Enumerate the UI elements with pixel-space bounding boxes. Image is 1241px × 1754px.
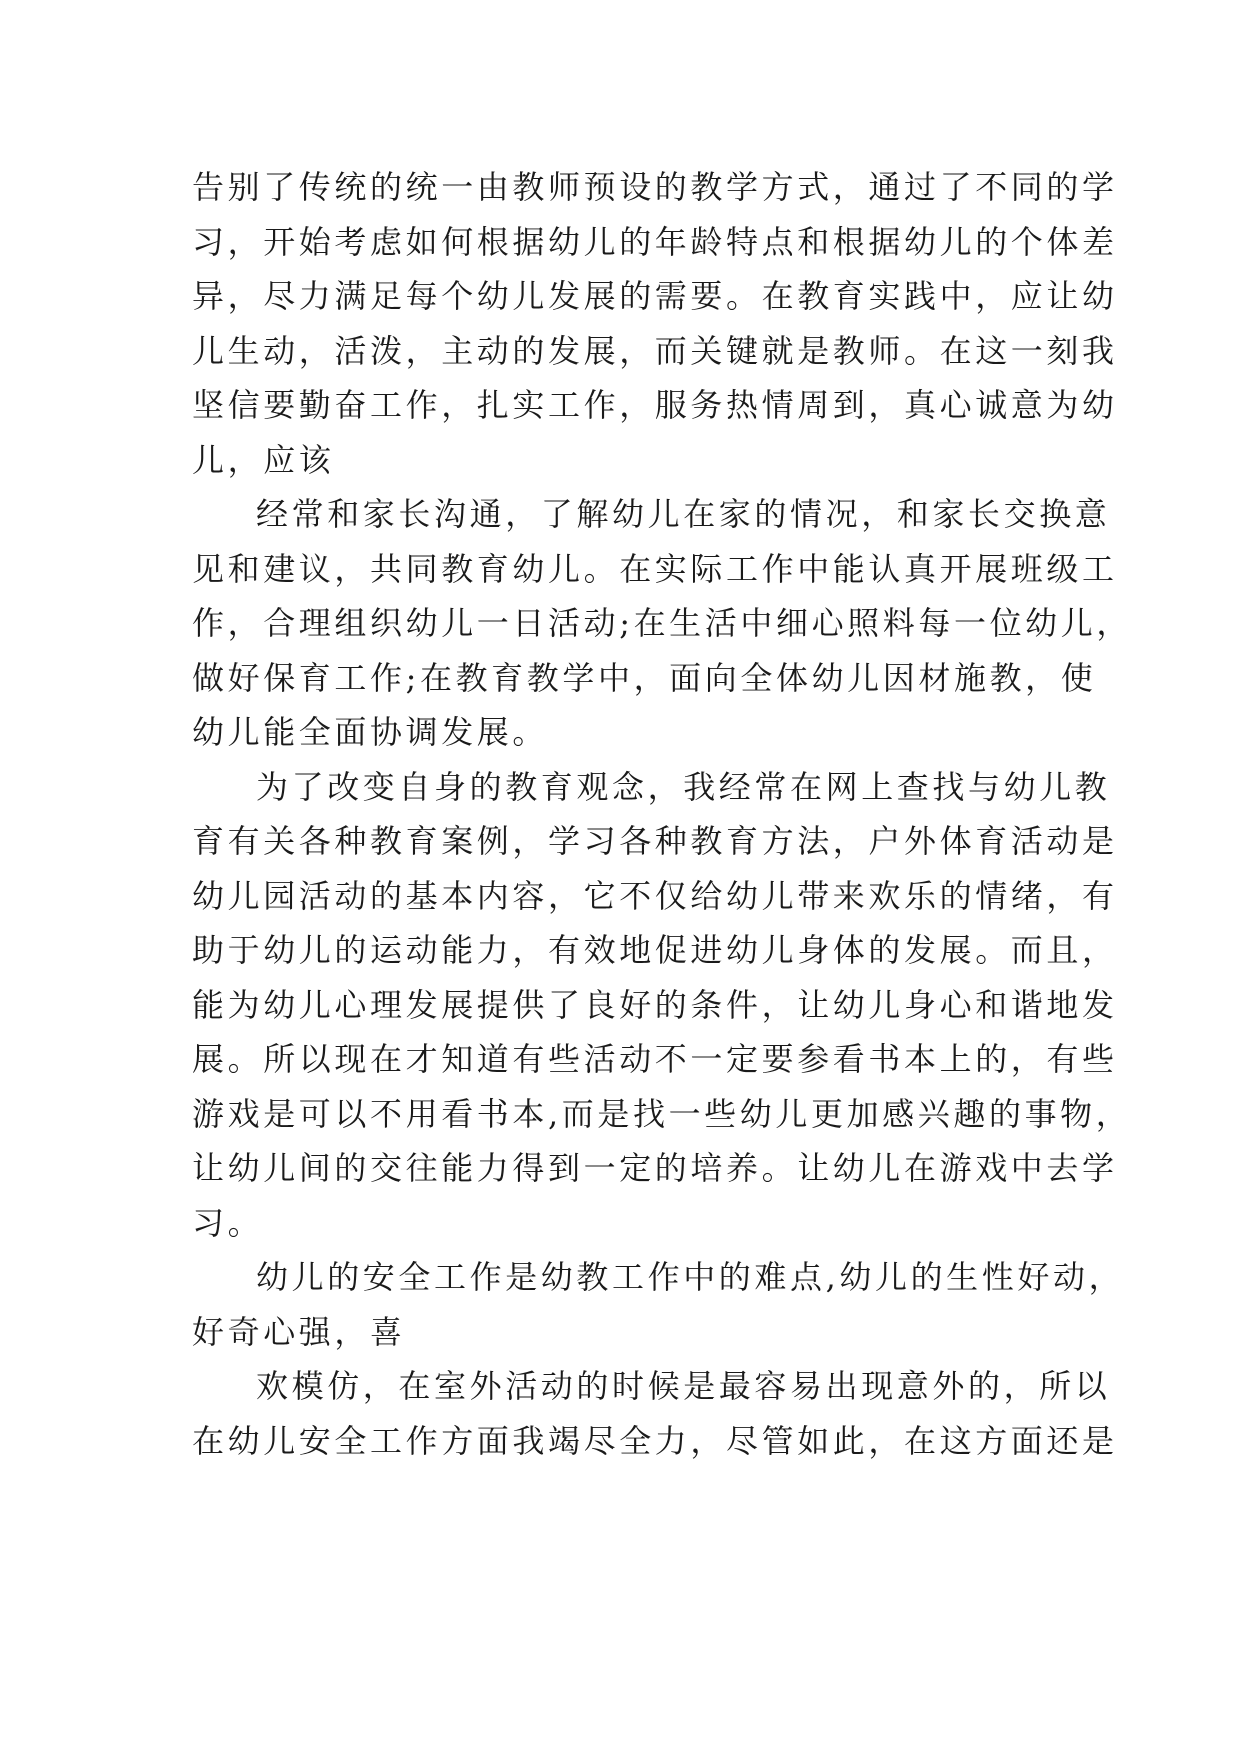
text-line: 习，开始考虑如何根据幼儿的年龄特点和根据幼儿的个体差 [192, 222, 1118, 261]
text-line: 幼儿的安全工作是幼教工作中的难点,幼儿的生性好动， [256, 1258, 1125, 1296]
text-line: 好奇心强，喜 [192, 1312, 406, 1351]
text-line: 儿，应该 [192, 440, 335, 479]
text-line: 让幼儿间的交往能力得到一定的培养。让幼儿在游戏中去学 [192, 1149, 1118, 1187]
text-line: 为了改变自身的教育观念，我经常在网上查找与幼儿教 [256, 767, 1111, 806]
text-line: 经常和家长沟通，了解幼儿在家的情况，和家长交换意 [256, 495, 1111, 533]
document-body [192, 160, 1132, 1468]
text-line: 儿生动，活泼，主动的发展，而关键就是教师。在这一刻我 [192, 331, 1118, 370]
text-line: 能为幼儿心理发展提供了良好的条件，让幼儿身心和谐地发 [192, 985, 1118, 1024]
text-line: 作，合理组织幼儿一日活动;在生活中细心照料每一位幼儿， [192, 604, 1132, 642]
text-line: 游戏是可以不用看书本,而是找一些幼儿更加感兴趣的事物， [192, 1094, 1132, 1133]
text-line: 坚信要勤奋工作，扎实工作，服务热情周到，真心诚意为幼 [192, 386, 1118, 424]
text-line: 助于幼儿的运动能力，有效地促进幼儿身体的发展。而且， [192, 931, 1118, 969]
text-line: 告别了传统的统一由教师预设的教学方式，通过了不同的学 [192, 168, 1118, 206]
text-line: 习。 [192, 1203, 264, 1242]
text-line: 展。所以现在才知道有些活动不一定要参看书本上的，有些 [192, 1040, 1118, 1078]
text-line: 欢模仿，在室外活动的时候是最容易出现意外的，所以 [256, 1367, 1111, 1405]
text-line: 异，尽力满足每个幼儿发展的需要。在教育实践中，应让幼 [192, 277, 1118, 315]
text-line: 在幼儿安全工作方面我竭尽全力，尽管如此，在这方面还是 [192, 1421, 1118, 1460]
text-line: 幼儿园活动的基本内容，它不仅给幼儿带来欢乐的情绪，有 [192, 876, 1118, 915]
text-line: 见和建议，共同教育幼儿。在实际工作中能认真开展班级工 [192, 549, 1118, 588]
text-line: 育有关各种教育案例，学习各种教育方法，户外体育活动是 [192, 822, 1118, 860]
text-line: 幼儿能全面协调发展。 [192, 713, 549, 751]
text-line: 做好保育工作;在教育教学中，面向全体幼儿因材施教，使 [192, 658, 1097, 697]
